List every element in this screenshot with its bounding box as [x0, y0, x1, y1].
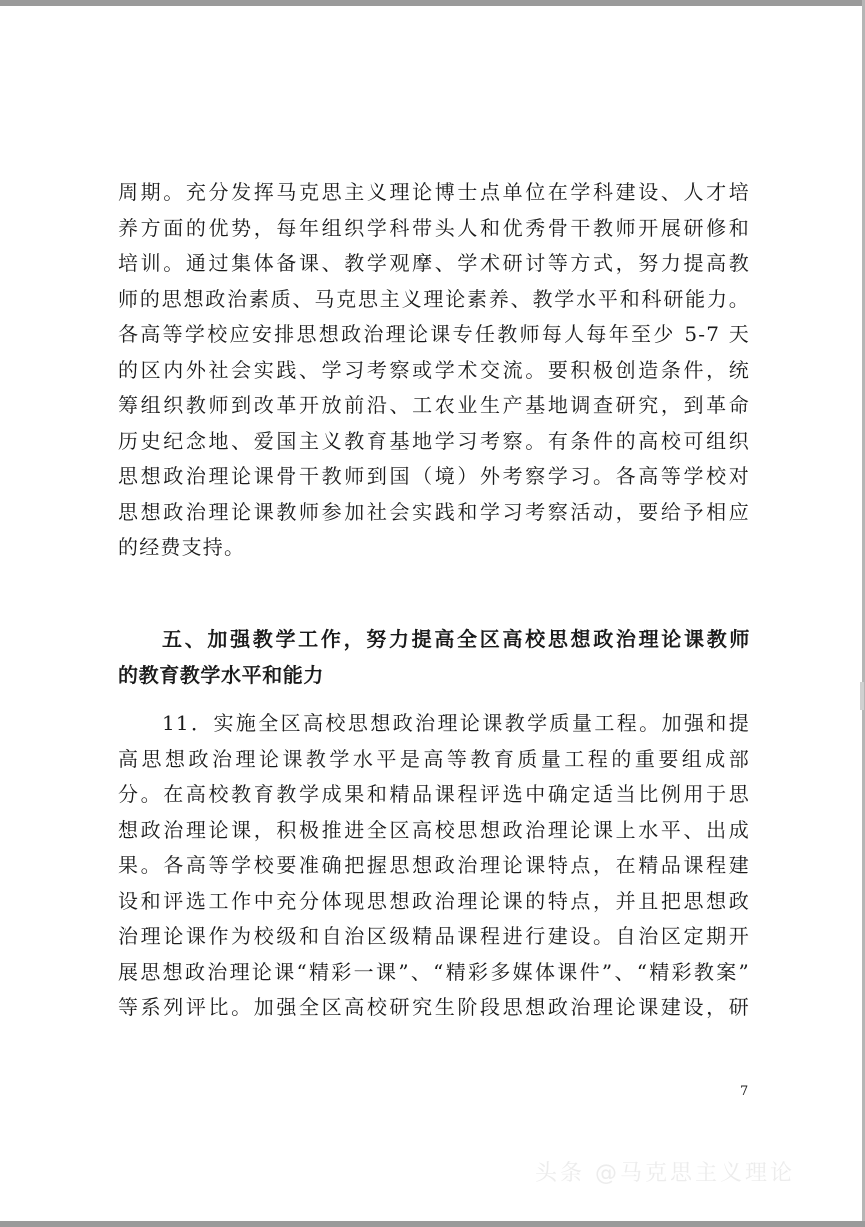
text-line: 各高等学校应安排思想政治理论课专任教师每人每年至少 5-7 天	[118, 322, 750, 346]
section-heading	[118, 622, 750, 693]
heading-line: 的教育教学水平和能力	[118, 662, 324, 687]
text-line: 果。各高等学校要准确把握思想政治理论课特点，在精品课程建	[118, 853, 750, 877]
text-line: 高思想政治理论课教学水平是高等教育质量工程的重要组成部	[118, 746, 750, 771]
paragraph-section-11	[118, 706, 750, 1026]
text-line: 筹组织教师到改革开放前沿、工农业生产基地调查研究，到革命	[118, 393, 750, 417]
text-line: 的区内外社会实践、学习考察或学术交流。要积极创造条件，统	[118, 357, 750, 382]
text-line: 展思想政治理论课“精彩一课”、“精彩多媒体课件”、“精彩教案”	[118, 959, 750, 984]
heading-line: 五、加强教学工作，努力提高全区高校思想政治理论课教师	[162, 627, 750, 651]
text-line: 培训。通过集体备课、教学观摩、学术研讨等方式，努力提高教	[118, 251, 750, 275]
watermark: 头条 @马克思主义理论	[535, 1161, 795, 1186]
text-line: 治理论课作为校级和自治区级精品课程进行建设。自治区定期开	[118, 924, 750, 948]
text-line: 养方面的优势，每年组织学科带头人和优秀骨干教师开展研修和	[118, 215, 750, 240]
text-line: 分。在高校教育教学成果和精品课程评选中确定适当比例用于思	[118, 782, 750, 806]
text-line: 思想政治理论课教师参加社会实践和学习考察活动，要给予相应	[118, 499, 750, 524]
text-line: 历史纪念地、爱国主义教育基地学习考察。有条件的高校可组织	[118, 428, 750, 453]
document-page	[0, 6, 862, 1221]
text-line: 等系列评比。加强全区高校研究生阶段思想政治理论课建设，研	[118, 995, 750, 1019]
paragraph-continued	[118, 175, 750, 566]
page-number: 7	[740, 1084, 749, 1099]
text-line: 想政治理论课，积极推进全区高校思想政治理论课上水平、出成	[118, 817, 750, 842]
text-line: 周期。充分发挥马克思主义理论博士点单位在学科建设、人才培	[118, 180, 750, 204]
text-line: 的经费支持。	[118, 535, 246, 559]
text-line: 师的思想政治素质、马克思主义理论素养、教学水平和科研能力。	[118, 286, 750, 311]
text-line: 设和评选工作中充分体现思想政治理论课的特点，并且把思想政	[118, 888, 750, 913]
window-bottom-border	[0, 1221, 865, 1227]
text-line: 思想政治理论课骨干教师到国（境）外考察学习。各高等学校对	[118, 464, 750, 488]
text-line: 11．实施全区高校思想政治理论课教学质量工程。加强和提	[162, 711, 750, 735]
